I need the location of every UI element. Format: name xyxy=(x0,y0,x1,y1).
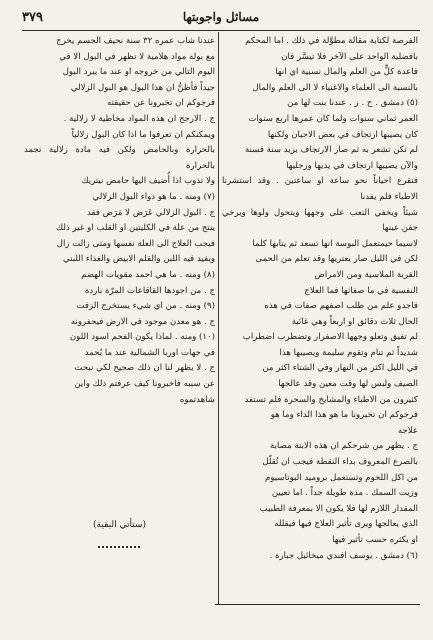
header-rule xyxy=(22,30,420,31)
left_column-line: ينتج من علة في الكليتين او القلب او غير ذلك xyxy=(56,223,215,234)
right_column-line: (٥) دمشق . ح . ز . عندنا بنت لها من xyxy=(287,98,418,109)
left_column-line: (٧) ومنه . ما هو دواء البول الزلالي xyxy=(92,191,215,202)
left_column-line: اليوم التالي من خروجه او عند ما يبرد البول xyxy=(62,67,215,78)
right_column-line: الفرصة لكتابة مقالة مطوَّلة في ذلك . اما المحكم xyxy=(245,36,418,46)
left_column-line: فيجب العلاج الى العلة نفسها ومتى زالت زال xyxy=(56,238,215,249)
left_column-line: ويفيد فيه اللبن والقلم الابيض والغذاء اللبني xyxy=(63,254,215,265)
left_column-line: فرجوكم ان تخبرونا عن حقيقته xyxy=(107,98,215,109)
right_column-line: في الليل اكثر من النهار وفي الشتاء اكثر من xyxy=(262,363,418,374)
left_column-line: عن سببه فاخبرونا كيف عرفتم ذلك واين xyxy=(74,379,215,390)
right_column-line: لم تكن تشعر به ثم صار الارتجاف يزيد سنة فسنة xyxy=(244,145,418,156)
left_column-line: (٩) ومنه . من اي شيء يستخرج الزفت xyxy=(76,301,215,312)
left_column-line: ج . لا يظهر لنا ان ذلك صحيح لكي نبحث xyxy=(74,363,215,374)
left_column-line: ج . الارجح ان هذه المواد مخاطية لا زلالية . xyxy=(63,113,215,124)
left_column-line: ج . من اجودها القاقاعات المرّة باردة xyxy=(84,285,215,296)
right-column xyxy=(222,34,418,564)
left-column xyxy=(24,34,215,408)
end-ornament xyxy=(98,546,140,548)
right_column-line: الحال ثلاث دقائق او اربعاً وهي غائبة xyxy=(291,316,418,327)
left_column-line: ج . هو معدن موجود في الارض فيحفرونه xyxy=(70,316,215,327)
right_column-line: والآن يصيبها ارتجاف في يديها ورجليها xyxy=(286,160,418,171)
page-number: ٣٧٩ xyxy=(22,10,43,25)
right_column-line: فاجدو علم من طلب اصفهم صفات في هذه xyxy=(264,301,418,312)
right_column-line: لكن في الليل صار يعتريها وقد تعلم من الحمى xyxy=(255,254,418,265)
right_column-line: الذي يعالجها ويرى تأثير العلاج فيها فيقلله xyxy=(274,519,418,530)
left_column-line: (١٠) ومنه . لماذا يكون الفحم اسود اللون xyxy=(69,332,215,343)
running-head: مسائل واجوبتها xyxy=(182,10,260,24)
column-divider xyxy=(218,32,219,604)
right_column-line: لاسيما حيمتعمل البوسة انها تسعد ثم يتابها كلما xyxy=(252,238,418,249)
left_column-line: ج . البول الزلالي عَرَض لا مَرَض فقد xyxy=(87,207,215,218)
right_column-line: فتقرع احياناً نحو ساعة او ساعتين . وقد استشرنا الاطباء فلم يفدنا xyxy=(222,176,418,202)
right_column-line: كان يصيبها ارتجاف في بعض الاحيان ولكنها xyxy=(267,129,418,140)
left_column-line: جيداً فأظنُّ ان هذا البول هو البول الزلالي xyxy=(70,82,215,93)
left_column-line: عندنا شاب عمره ٣٢ سنة نحيف الجسم يخرج xyxy=(56,36,215,46)
right_column-line: بافضلية الواحد على الآخر فلا تيسَّر فان xyxy=(281,51,418,62)
right_column-line: وزيت السمك . مدة طويلة جداً . اما تعيين xyxy=(271,488,418,499)
right_column-line: المقدار اللازم لها فلا يكون الا بمعرفة الطبيب xyxy=(259,503,418,514)
left_column-line: شاهدتموه xyxy=(179,394,215,405)
page-header xyxy=(22,10,420,28)
right_column-line: علاجه xyxy=(397,425,418,436)
right_column-line: لم تفيق وتعلو وجهها الاصفرار وتضطرب اضطراب xyxy=(242,332,418,343)
right_column-line: القربة الملاسية ومن الامراض xyxy=(314,269,418,280)
right_column-line: من اكل اللحوم وتستعمل بروميد البوتاسيوم xyxy=(265,472,418,483)
right_column-line: الصيف ولبس لها وقت معين وقد عالجها xyxy=(278,379,418,390)
left_column-line: مع بوله مواد هلامية لا تظهر في البول الا في xyxy=(59,51,215,62)
right_column-line: او يكثره حسب تأثير فيها xyxy=(332,535,418,545)
left_column-line: في جهات اوربا الشمالية عند ما يُحمد xyxy=(84,347,215,358)
right_column-line: كثيرون من الاطباء والمشايخ والسحرة فلم تستفد xyxy=(244,394,418,405)
right_column-line: بالصرع المعروف بداء النقطة فيجب ان تُقلّل xyxy=(262,457,418,468)
right_column-line: بالنسبة الى العلماء والاغنياء لا الى العلم والمال xyxy=(252,82,418,93)
right_column-line: ج . يظهر من شرحكم ان هذه الابنة مصابة xyxy=(270,441,418,452)
right_column-line: فرجوكم ان تخبرونا ما هو هذا الداء وما هو xyxy=(270,410,418,421)
left_column-line: ولا تذوب اذا أُضيف اليها حامض نيتريك xyxy=(81,176,215,187)
bottom-rule xyxy=(215,604,420,605)
right_column-line: شديداً ثم تنام وتقوم سليمة ويصيبها هذا xyxy=(279,347,418,358)
left_column-line: (٨) ومنه . ما هي احمد مقويات الهضم xyxy=(81,269,215,280)
right_column-line: فاعدة كلٍّ من العلم والمال نسبية اي انها xyxy=(275,67,418,78)
left_column-line: بالحرارة وبالحامض ولكن فيه مادة زلالية تجمد بالحرارة xyxy=(24,145,215,171)
right_column-line: العمر ثماني سنوات ولما كان عمرها اربع سنوات xyxy=(248,113,418,124)
right_column-line: النفسية في ما صفاتها فما العلاج xyxy=(304,285,418,296)
left_column-line: ويمكنكم ان تعرفوا ما اذا كان البول زلالياً xyxy=(71,129,215,140)
continued-note: (ستأتي البقية) xyxy=(93,520,146,530)
right_column-line: (٦) دمشق . يوسف افندي ميخائيل جبارة . xyxy=(269,550,418,561)
right_column-line: شيئاً ويخفي التعب على وجهها ويتحول ولوها ويرخي جفن عينها xyxy=(222,207,418,234)
